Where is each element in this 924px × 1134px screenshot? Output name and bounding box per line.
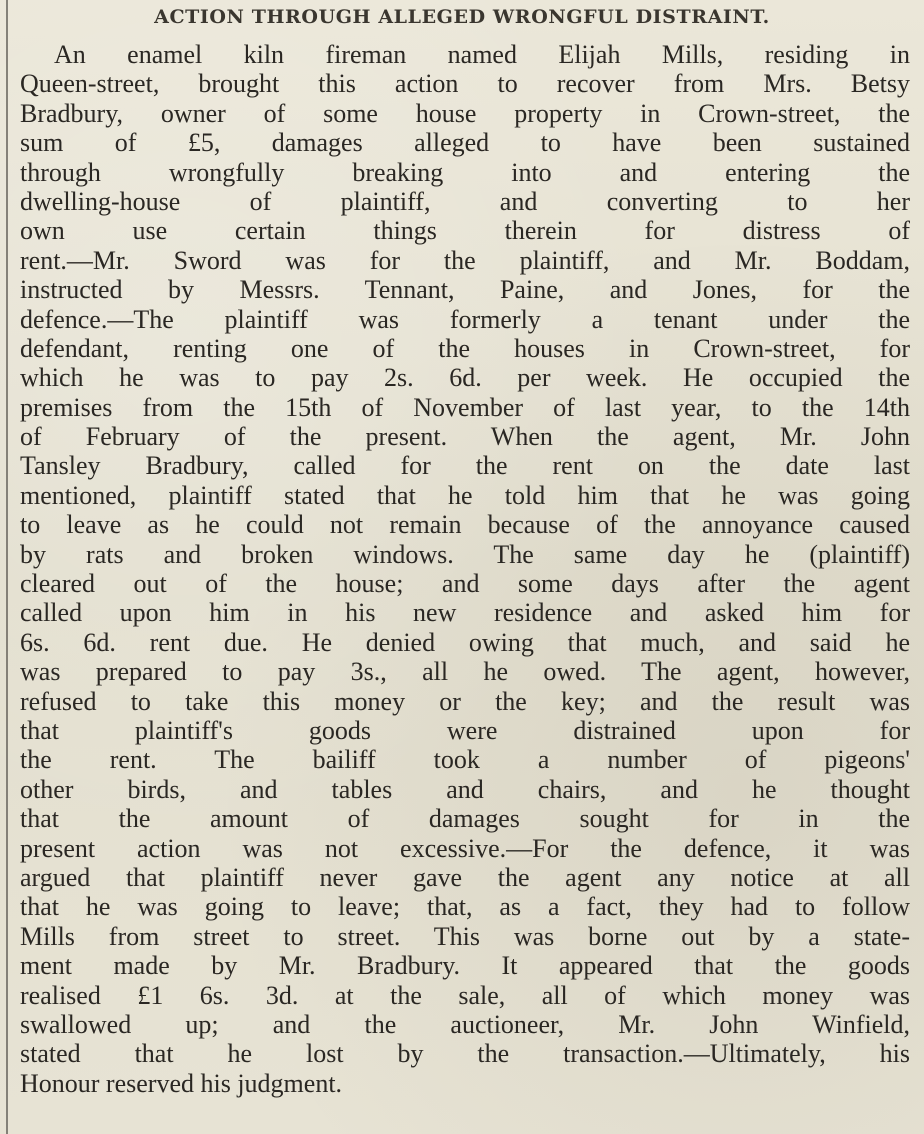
text-line: own use certain things therein for distress of xyxy=(20,216,910,246)
text-line: defence.—The plaintiff was formerly a tenant under the xyxy=(20,304,910,334)
text-line: 6s. 6d. rent due. He denied owing that much, and said he xyxy=(20,627,910,657)
text-line: which he was to pay 2s. 6d. per week. He occupied the xyxy=(20,363,910,393)
text-line: that the amount of damages sought for in the xyxy=(20,804,910,834)
text-line: refused to take this money or the key; and the result was xyxy=(20,686,910,716)
text-line: of February of the present. When the agent, Mr. John xyxy=(20,422,910,452)
text-line: that plaintiff's goods were distrained upon for xyxy=(20,715,910,745)
text-line: mentioned, plaintiff stated that he told him that he was going xyxy=(20,480,910,510)
article-body xyxy=(20,40,910,1098)
text-line: Tansley Bradbury, called for the rent on the date last xyxy=(20,451,910,481)
text-line: premises from the 15th of November of last year, to the 14th xyxy=(20,392,910,422)
text-line: defendant, renting one of the houses in Crown-street, for xyxy=(20,333,910,363)
text-line: that he was going to leave; that, as a fact, they had to follow xyxy=(20,892,910,922)
column-rule xyxy=(6,0,8,1134)
article-headline: ACTION THROUGH ALLEGED WRONGFUL DISTRAINT. xyxy=(154,6,770,28)
text-line: stated that he lost by the transaction.—Ultimately, his xyxy=(20,1039,910,1069)
text-line: called upon him in his new residence and asked him for xyxy=(20,598,910,628)
text-line: present action was not excessive.—For the defence, it was xyxy=(20,833,910,863)
text-line: to leave as he could not remain because of the annoyance caused xyxy=(20,510,910,540)
text-line: the rent. The bailiff took a number of pigeons' xyxy=(20,745,910,775)
text-line: realised £1 6s. 3d. at the sale, all of which money was xyxy=(20,980,910,1010)
text-line: sum of £5, damages alleged to have been sustained xyxy=(20,128,910,158)
text-line: swallowed up; and the auctioneer, Mr. John Winfield, xyxy=(20,1009,910,1039)
text-line: cleared out of the house; and some days after the agent xyxy=(20,569,910,599)
text-line: instructed by Messrs. Tennant, Paine, and Jones, for the xyxy=(20,275,910,305)
text-line: by rats and broken windows. The same day he (plaintiff) xyxy=(20,539,910,569)
text-line: Queen-street, brought this action to recover from Mrs. Betsy xyxy=(20,69,910,99)
text-line: argued that plaintiff never gave the agent any notice at all xyxy=(20,862,910,892)
text-line: ment made by Mr. Bradbury. It appeared that the goods xyxy=(20,951,910,981)
text-line: other birds, and tables and chairs, and he thought xyxy=(20,774,910,804)
text-line: rent.—Mr. Sword was for the plaintiff, and Mr. Boddam, xyxy=(20,245,910,275)
text-line: Honour reserved his judgment. xyxy=(20,1068,343,1098)
text-line: dwelling-house of plaintiff, and converting to her xyxy=(20,186,910,216)
text-line: was prepared to pay 3s., all he owed. The agent, however, xyxy=(20,657,910,687)
text-line: Bradbury, owner of some house property in Crown-street, the xyxy=(20,98,910,128)
text-line: through wrongfully breaking into and entering the xyxy=(20,157,910,187)
text-line: Mills from street to street. This was borne out by a state- xyxy=(20,921,910,951)
text-line: An enamel kiln fireman named Elijah Mills, residing in xyxy=(54,40,910,69)
